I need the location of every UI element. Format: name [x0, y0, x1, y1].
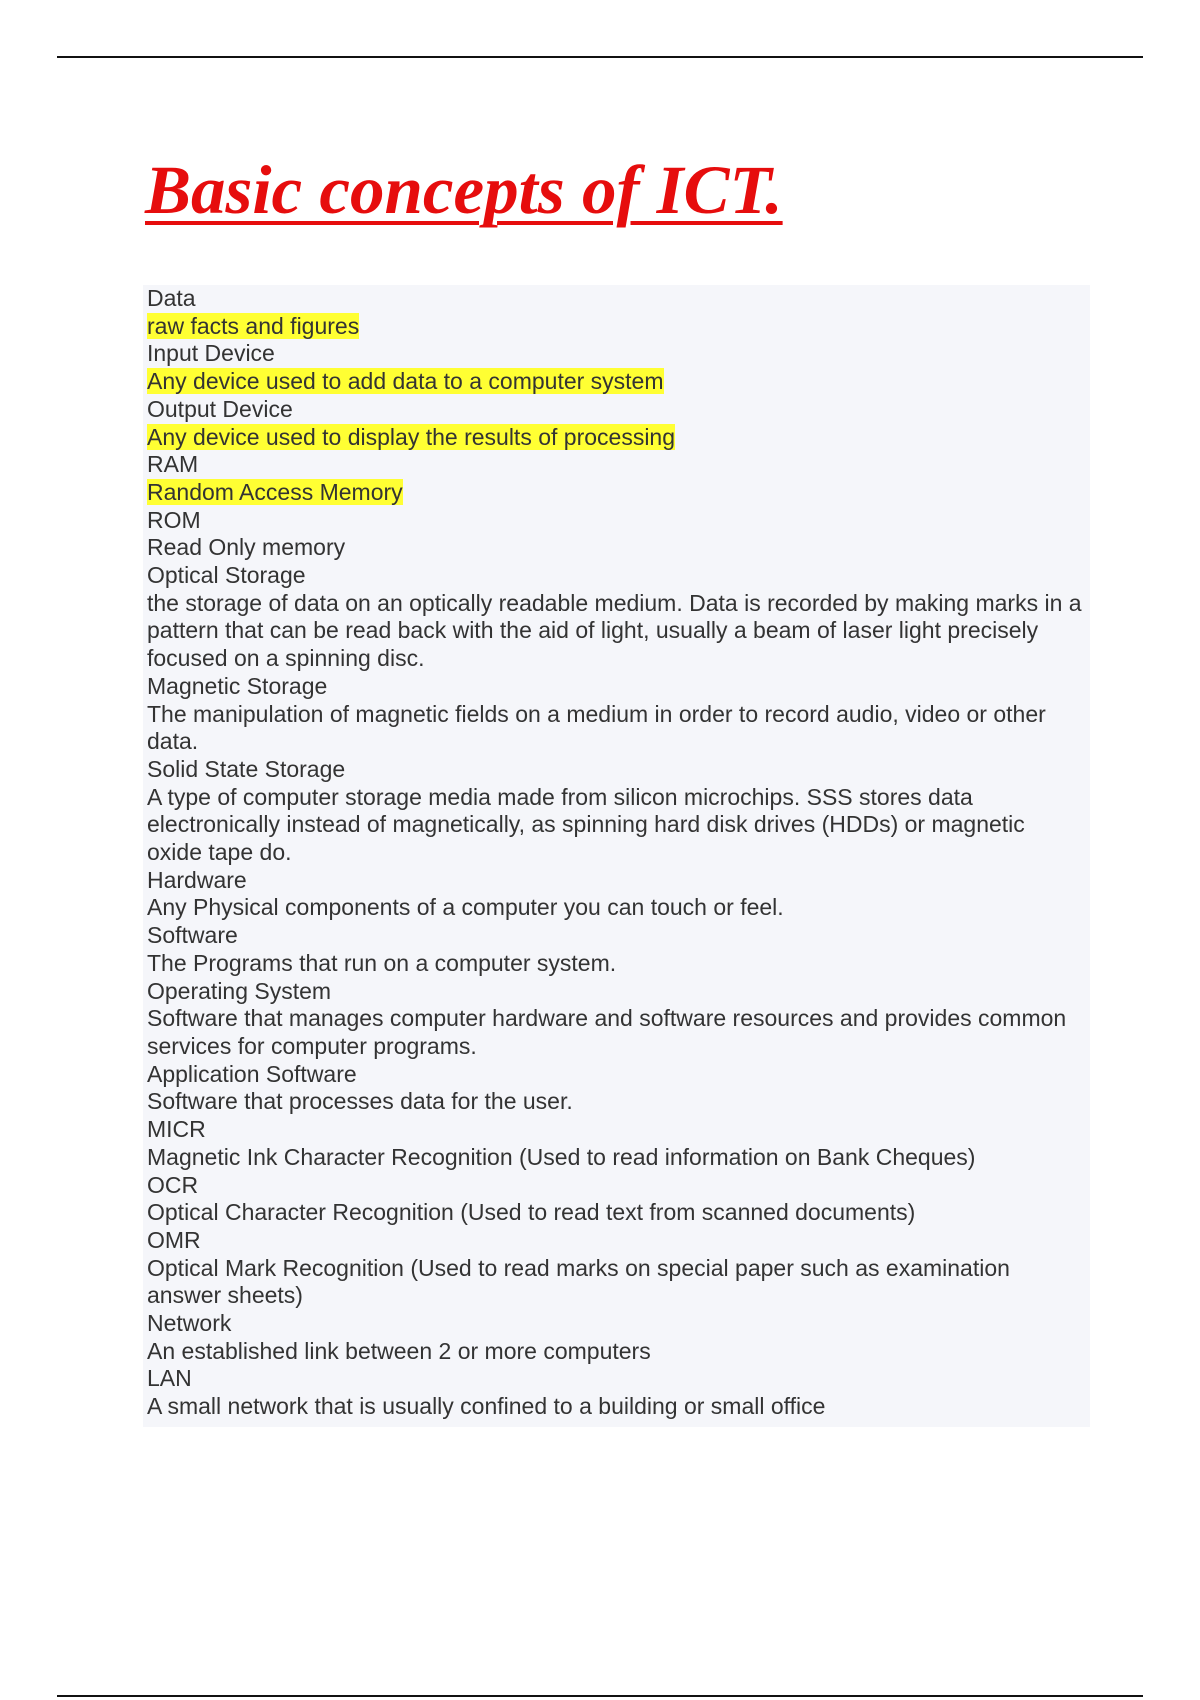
- glossary-definition-line: [147, 313, 1086, 341]
- glossary-definition-line: [147, 534, 1086, 562]
- glossary-definition: The manipulation of magnetic fields on a medium in order to record audio, video or other data.: [147, 700, 1046, 755]
- highlighted-definition: raw facts and figures: [147, 312, 360, 339]
- glossary-definition: Read Only memory: [147, 534, 346, 561]
- glossary-entry: [147, 451, 1086, 506]
- glossary-term: ROM: [147, 506, 201, 533]
- glossary-list: [143, 285, 1090, 1427]
- glossary-definition-line: [147, 479, 1086, 507]
- glossary-term: RAM: [147, 451, 199, 478]
- glossary-entry: [147, 507, 1086, 562]
- glossary-definition-line: [147, 368, 1086, 396]
- glossary-entry: [147, 1061, 1086, 1116]
- top-rule: [57, 56, 1143, 58]
- glossary-definition-line: [147, 424, 1086, 452]
- glossary-entry: [147, 1116, 1086, 1171]
- glossary-entry: [147, 756, 1086, 867]
- glossary-definition: A small network that is usually confined to a building or small office: [147, 1393, 826, 1420]
- glossary-term: Operating System: [147, 977, 332, 1004]
- glossary-definition-line: [147, 590, 1086, 673]
- glossary-entry: [147, 285, 1086, 340]
- glossary-entry: [147, 922, 1086, 977]
- glossary-definition: An established link between 2 or more computers: [147, 1337, 651, 1364]
- glossary-definition-line: [147, 1144, 1086, 1172]
- glossary-definition-line: [147, 1088, 1086, 1116]
- glossary-definition: A type of computer storage media made from silicon microchips. SSS stores data electronically instead of magnetically, as spinning hard disk drives (HDDs) or magnetic oxide tape do.: [147, 783, 1025, 866]
- glossary-term: LAN: [147, 1365, 192, 1392]
- glossary-definition-line: [147, 1255, 1086, 1310]
- glossary-entry: [147, 1310, 1086, 1365]
- glossary-definition: Software that manages computer hardware and software resources and provides common services for computer programs.: [147, 1005, 1067, 1059]
- glossary-term: OMR: [147, 1226, 201, 1253]
- glossary-entry: [147, 673, 1086, 756]
- glossary-entry: [147, 1227, 1086, 1310]
- glossary-term: Solid State Storage: [147, 755, 346, 782]
- glossary-definition: the storage of data on an optically readable medium. Data is recorded by making marks in a pattern that can be read back with the aid of light, usually a beam of laser light precisely focused on a spinning disc.: [147, 589, 1082, 672]
- glossary-definition-line: [147, 784, 1086, 867]
- glossary-entry: [147, 1172, 1086, 1227]
- glossary-term: Output Device: [147, 395, 293, 422]
- glossary-definition: Optical Mark Recognition (Used to read marks on special paper such as examination answer sheets): [147, 1254, 1010, 1309]
- glossary-entry: [147, 340, 1086, 395]
- glossary-definition: Optical Character Recognition (Used to read text from scanned documents): [147, 1199, 916, 1226]
- glossary-term: Magnetic Storage: [147, 672, 328, 699]
- glossary-definition-line: [147, 1393, 1086, 1421]
- glossary-definition: Magnetic Ink Character Recognition (Used to read information on Bank Cheques): [147, 1143, 976, 1170]
- glossary-term: Application Software: [147, 1060, 357, 1087]
- glossary-entry: [147, 396, 1086, 451]
- glossary-term: Optical Storage: [147, 562, 306, 589]
- glossary-term: Software: [147, 922, 238, 949]
- glossary-definition: Software that processes data for the user.: [147, 1088, 573, 1115]
- highlighted-definition: Any device used to add data to a computer system: [147, 368, 664, 395]
- glossary-term: Input Device: [147, 340, 275, 367]
- page-title: Basic concepts of ICT.: [145, 152, 783, 228]
- glossary-entry: [147, 562, 1086, 673]
- glossary-term: MICR: [147, 1116, 206, 1143]
- glossary-definition-line: [147, 1199, 1086, 1227]
- glossary-definition: The Programs that run on a computer system.: [147, 949, 617, 976]
- glossary-term: OCR: [147, 1171, 199, 1198]
- glossary-entry: [147, 978, 1086, 1061]
- glossary-term: Hardware: [147, 866, 247, 893]
- glossary-term: Data: [147, 285, 196, 311]
- highlighted-definition: Random Access Memory: [147, 478, 403, 505]
- glossary-entry: [147, 867, 1086, 922]
- glossary-entry: [147, 1365, 1086, 1420]
- glossary-term: Network: [147, 1310, 232, 1337]
- glossary-definition-line: [147, 1005, 1086, 1060]
- glossary-definition: Any Physical components of a computer you can touch or feel.: [147, 894, 784, 921]
- glossary-definition-line: [147, 894, 1086, 922]
- highlighted-definition: Any device used to display the results of processing: [147, 423, 676, 450]
- bottom-rule: [57, 1695, 1143, 1697]
- glossary-definition-line: [147, 950, 1086, 978]
- glossary-definition-line: [147, 1338, 1086, 1366]
- glossary-definition-line: [147, 701, 1086, 756]
